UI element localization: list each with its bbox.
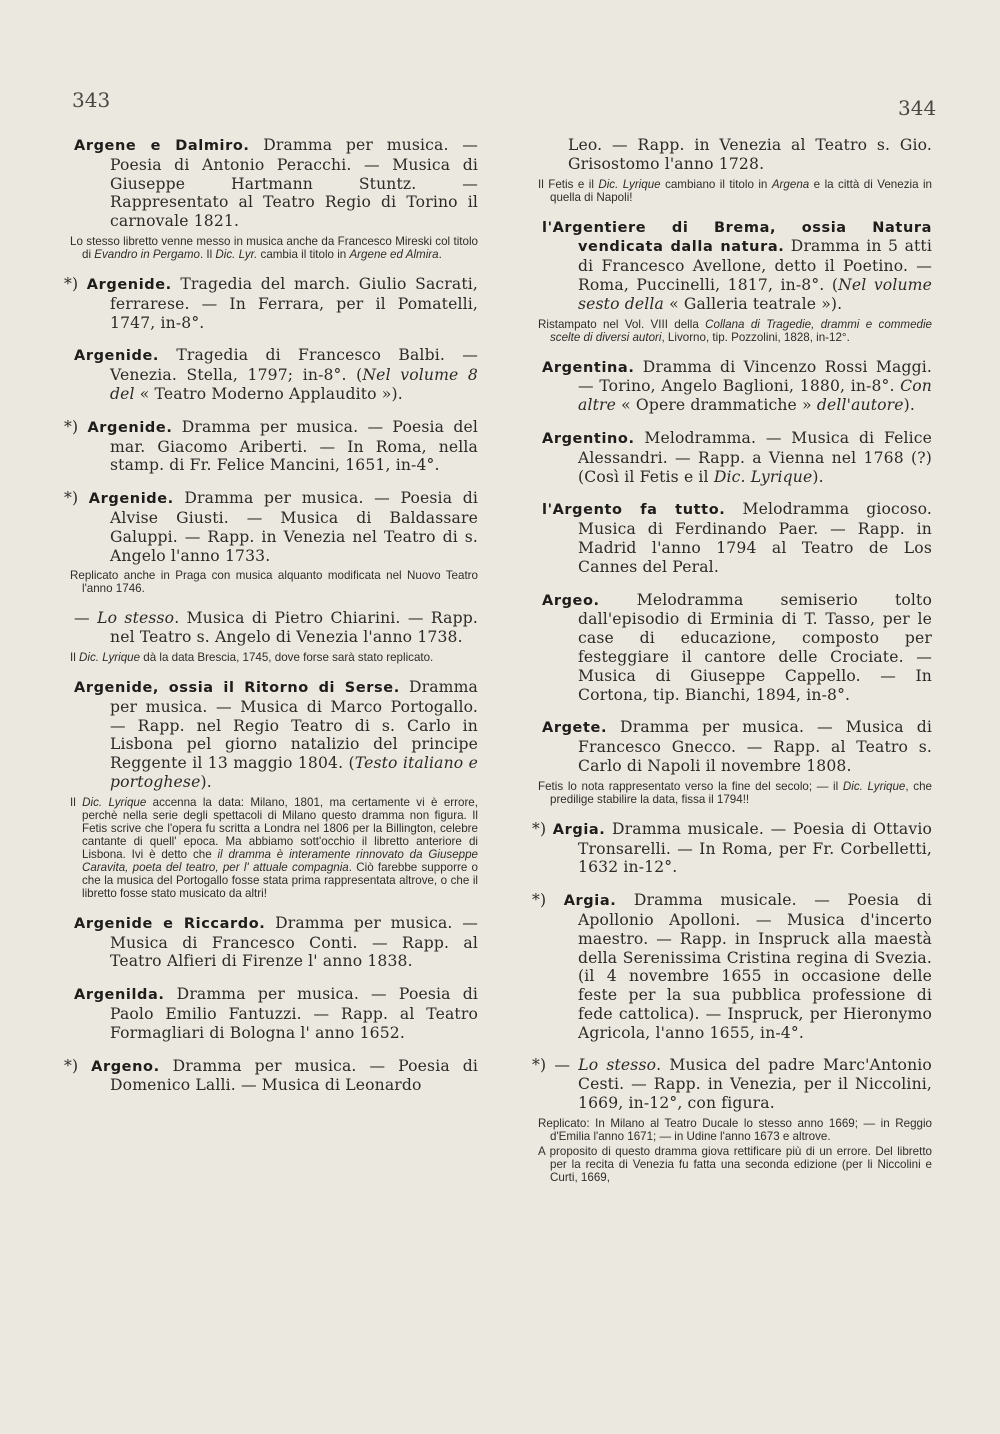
footnote-italic-text: il dramma è interamente rinnovato da Giuseppe Caravita, poeta del teatro, per l' attuale compagnia — [82, 847, 478, 874]
entry-body-text: Melodramma. — Musica di Felice Alessandri. — Rapp. a Vienna nel 1768 (?) (Così il Fetis e il — [578, 428, 932, 486]
entry-italic-text: dell'autore — [816, 396, 904, 415]
entry-headword: Argeo. — [542, 592, 600, 609]
entry-body-text: Melodramma giocoso. Musica di Ferdinando Paer. — Rapp. in Madrid l'anno 1794 al Teatro de Los Cannes del Peral. — [578, 500, 932, 576]
entry-headword: l'Argentiere di Brema, ossia Natura vendicata dalla natura. — [542, 219, 932, 256]
footnote-italic-text: Dic. Lyrique — [79, 650, 141, 664]
entry-italic-text: Nel volume 8 del — [110, 366, 478, 403]
entry-body-text: Dramma per musica. — Musica di Marco Portogallo. — Rapp. nel Regio Teatro di s. Carlo in Lisbona pel giorno natalizio del principe Reggente il 13 maggio 1804. ( — [110, 677, 478, 773]
entry-headword: Argenide e Riccardo. — [74, 915, 266, 932]
right-entry — [530, 591, 932, 705]
right-column — [530, 136, 932, 1198]
entry-headword: Argenide. — [88, 491, 174, 508]
entry-footnote — [530, 178, 932, 204]
entry-text — [62, 1057, 478, 1096]
footnote-text: Fetis lo nota rappresentato verso la fine del secolo; — il — [538, 779, 843, 793]
footnote-italic-text: Dic. Lyrique — [82, 795, 147, 809]
entry-asterisk: *) — [64, 1056, 92, 1075]
entry-body-text: . Musica di Pietro Chiarini. — Rapp. nel Teatro s. Angelo di Venezia l'anno 1738. — [110, 609, 478, 647]
footnote-text: , che predilige stabilire la data, fissa il 1794!! — [550, 779, 932, 806]
entry-body-text: Melodramma semiserio tolto dall'episodio di Erminia di T. Tasso, per le case di educazione, composto per festeggiare il cantore delle Crociate. — Musica di Giuseppe Cappello. — In Cortona, tip. Bianchi, 1894, in-8°. — [578, 590, 932, 704]
entry-body-text: Dramma per musica. — Poesia del mar. Giacomo Ariberti. — In Roma, nella stamp. di Fr. Felice Mancini, 1651, in-4°. — [110, 417, 478, 475]
right-entry — [530, 218, 932, 344]
entry-asterisk: *) — [64, 417, 88, 436]
footnote-text: Replicato anche in Praga con musica alquanto modificata nel Nuovo Teatro l'anno 1746. — [70, 569, 478, 596]
entry-italic-text: Testo italiano e portoghese — [110, 754, 478, 791]
entry-headword: Argenide. — [87, 419, 173, 436]
entry-body-text: Leo. — Rapp. in Venezia al Teatro s. Gio. Grisostomo l'anno 1728. — [568, 136, 932, 173]
entry-text — [62, 609, 478, 647]
left-entry — [62, 985, 478, 1042]
entry-italic-text: Lo stesso — [97, 609, 175, 628]
footnote-text: , Livorno, tip. Pozzolini, 1828, in-12°. — [661, 330, 850, 344]
entry-body-text: . Musica del padre Marc'Antonio Cesti. — Rapp. in Venezia, per il Niccolini, 1669, in-12°, con figura. — [578, 1056, 932, 1113]
footnote-italic-text: Dic. Lyrique — [842, 779, 906, 793]
entry-body-text: ). — [200, 772, 212, 791]
entry-text — [62, 136, 478, 231]
entry-body-text: Tragedia di Francesco Balbi. — Venezia. Stella, 1797; in-8°. ( — [110, 346, 478, 385]
footnote-text: Il Fetis e il — [538, 177, 599, 191]
entry-text — [530, 1056, 932, 1112]
footnote-text: Lo stesso libretto venne messo in musica anche da Francesco Mireski col titolo di — [70, 234, 478, 261]
entry-body-text: Dramma musicale. — Poesia di Apollonio Apolloni. — Musica d'incerto maestro. — Rapp. in Inspruck alla maestà della Serenissima Cristina regina di Svezia. (il 4 novembre 1655 in occasione delle feste per la sua pubblica professione di fede cattolica). — Inspruck, per Hieronymo Agricola, l'anno 1655, in-4°. — [578, 891, 932, 1042]
left-column — [62, 136, 478, 1109]
left-entry — [62, 418, 478, 475]
entry-body-text: — — [554, 1056, 579, 1075]
footnote-text: cambiano il titolo in — [660, 177, 772, 191]
entry-text — [62, 914, 478, 971]
right-entry — [530, 136, 932, 204]
entry-body-text: « Teatro Moderno Applaudito »). — [134, 384, 403, 403]
entry-body-text: Dramma per musica. — Musica di Francesco Conti. — Rapp. al Teatro Alfieri di Firenze l' anno 1838. — [110, 913, 478, 971]
footnote-text: . — [438, 247, 442, 261]
entry-body-text: Dramma musicale. — Poesia di Ottavio Tronsarelli. — In Roma, per Fr. Corbelletti, 1632 in-12°. — [578, 819, 932, 877]
right-entry — [530, 891, 932, 1042]
footnote-text: dà la data Brescia, 1745, dove forse sarà stato replicato. — [140, 650, 434, 664]
entry-footnote — [62, 235, 478, 261]
entry-text — [530, 591, 932, 705]
entry-italic-text: Nel volume sesto della — [578, 275, 932, 313]
entry-footnote — [62, 796, 478, 900]
footnote-text: cambia il titolo in — [257, 247, 350, 261]
entry-body-text: ). — [812, 467, 824, 486]
entry-footnote — [62, 569, 478, 595]
entry-italic-text: Lo stesso — [578, 1056, 657, 1075]
entry-footnote — [530, 318, 932, 344]
entry-text — [530, 718, 932, 775]
footnote-italic-text: Dic. Lyrique — [598, 177, 661, 191]
left-entry — [62, 275, 478, 332]
entry-body-text: Dramma per musica. — Poesia di Antonio Peracchi. — Musica di Giuseppe Hartmann Stuntz. — Rappresentato al Teatro Regio di Torino il carnovale 1821. — [110, 136, 478, 231]
entry-body-text: ). — [903, 396, 915, 415]
entry-headword: Argenide, ossia il Ritorno di Serse. — [74, 679, 400, 696]
entry-text — [62, 489, 478, 565]
footnote-text: . Ciò farebbe supporre o che la musica del Portogallo fosse stata prima rappresentata altrove, o che il libretto fosse stato musicato da altri! — [82, 860, 478, 900]
entry-body-text: Dramma per musica. — Poesia di Alvise Giusti. — Musica di Baldassare Galuppi. — Rapp. in Venezia nel Teatro di s. Angelo l'anno 1733. — [110, 489, 479, 565]
entry-asterisk: *) — [532, 819, 553, 838]
entry-headword: Argenide. — [74, 348, 160, 365]
right-entry — [530, 1056, 932, 1183]
entry-headword: Argia. — [563, 893, 617, 910]
entry-body-text: Dramma di Vincenzo Rossi Maggi. — Torino, Angelo Baglioni, 1880, in-8°. — [578, 357, 932, 396]
entry-headword: l'Argento fa tutto. — [542, 502, 726, 519]
entry-body-text: Dramma per musica. — Poesia di Paolo Emilio Fantuzzi. — Rapp. al Teatro Formagliari di Bologna l' anno 1652. — [110, 985, 478, 1042]
entry-headword: Argentino. — [542, 430, 635, 447]
entry-headword: Argene e Dalmiro. — [74, 138, 250, 154]
entry-body-text: Dramma in 5 atti di Francesco Avellone, detto il Poetino. — Roma, Puccinelli, 1817, in-8°. ( — [578, 237, 932, 294]
entry-text — [530, 358, 932, 415]
entry-headword: Argete. — [542, 720, 608, 737]
entry-body-text: — — [74, 609, 98, 628]
footnote-italic-text: Evandro in Pergamo — [94, 247, 200, 261]
entry-text — [530, 500, 932, 576]
entry-body-text: « Opere drammatiche » — [615, 396, 817, 415]
footnote-text: e la città di Venezia in quella di Napoli! — [550, 177, 932, 204]
entry-text — [530, 429, 932, 486]
footnote-text: . Il — [199, 247, 216, 261]
left-entry — [62, 1057, 478, 1096]
entry-text — [62, 275, 478, 332]
entry-headword: Argeno. — [91, 1058, 160, 1075]
right-entry — [530, 500, 932, 576]
right-entry — [530, 718, 932, 805]
left-entry — [62, 678, 478, 900]
page-number-left: 343 — [72, 88, 111, 112]
entry-text — [530, 891, 932, 1042]
entry-asterisk: *) — [64, 274, 87, 293]
entry-asterisk: *) — [532, 891, 564, 910]
footnote-text: Il — [70, 795, 83, 809]
footnote-text: Il — [70, 650, 80, 664]
entry-body-text: Tragedia del march. Giulio Sacrati, ferrarese. — In Ferrara, per il Pomatelli, 1747, in-8°. — [110, 274, 478, 332]
entry-footnote — [530, 780, 932, 806]
right-entry — [530, 820, 932, 877]
entry-text — [62, 985, 478, 1042]
entry-text — [62, 678, 478, 792]
entry-headword: Argentina. — [542, 359, 635, 376]
entry-text — [62, 346, 478, 403]
entry-body-text: « Galleria teatrale »). — [663, 294, 843, 313]
left-entry — [62, 609, 478, 664]
entry-footnote — [530, 1117, 932, 1143]
footnote-text: accenna la data: Milano, 1801, ma certamente vi è errore, perchè nella serie degli spettacoli di Milano questo dramma non figura. Il Fetis scrive che l'opera fu scritta a Londra nel 1806 per la Billington, celebre cantante di quell' epoca. Ma abbiamo sott'occhio il libretto anteriore di Lisbona. Ivi è detto che — [82, 795, 478, 861]
right-entry — [530, 429, 932, 486]
entry-italic-text: Con altre — [578, 377, 932, 415]
entry-body-text: Dramma per musica. — Poesia di Domenico Lalli. — Musica di Leonardo — [110, 1056, 478, 1095]
left-entry — [62, 136, 478, 261]
footnote-text: Ristampato nel Vol. VIII della — [538, 317, 706, 331]
entry-headword: Argenilda. — [74, 987, 165, 1004]
footnote-text: Replicato: In Milano al Teatro Ducale lo stesso anno 1669; — in Reggio d'Emilia l'anno 1671; — in Udine l'anno 1673 e altrove. — [538, 1116, 932, 1143]
entry-text — [62, 418, 478, 475]
entry-text — [530, 218, 932, 314]
entry-body-text: Dramma per musica. — Musica di Francesco Gnecco. — Rapp. al Teatro s. Carlo di Napoli il novembre 1808. — [578, 718, 932, 775]
entry-headword: Argia. — [552, 821, 606, 838]
footnote-italic-text: Dic. Lyr. — [215, 247, 258, 261]
entry-asterisk: *) — [532, 1056, 555, 1075]
footnote-italic-text: Collana di Tragedie, drammi e commedie scelte di diversi autori — [550, 317, 932, 344]
footnote-italic-text: Argena — [771, 177, 810, 191]
left-entry — [62, 489, 478, 595]
entry-headword: Argenide. — [86, 276, 172, 293]
entry-text — [530, 820, 932, 877]
page-number-right: 344 — [898, 96, 937, 120]
footnote-text: A proposito di questo dramma giova rettificare più di un errore. Del libretto per la recita di Venezia fu fatta una seconda edizione (per li Niccolini e Curti, 1669, — [538, 1144, 932, 1184]
right-entry — [530, 358, 932, 415]
left-entry — [62, 914, 478, 971]
entry-footnote — [530, 1145, 932, 1184]
entry-text — [530, 136, 932, 174]
left-entry — [62, 346, 478, 403]
entry-footnote — [62, 651, 478, 664]
footnote-italic-text: Argene ed Almira — [349, 247, 439, 261]
entry-asterisk: *) — [64, 489, 89, 508]
entry-italic-text: Dic. Lyrique — [713, 467, 813, 486]
